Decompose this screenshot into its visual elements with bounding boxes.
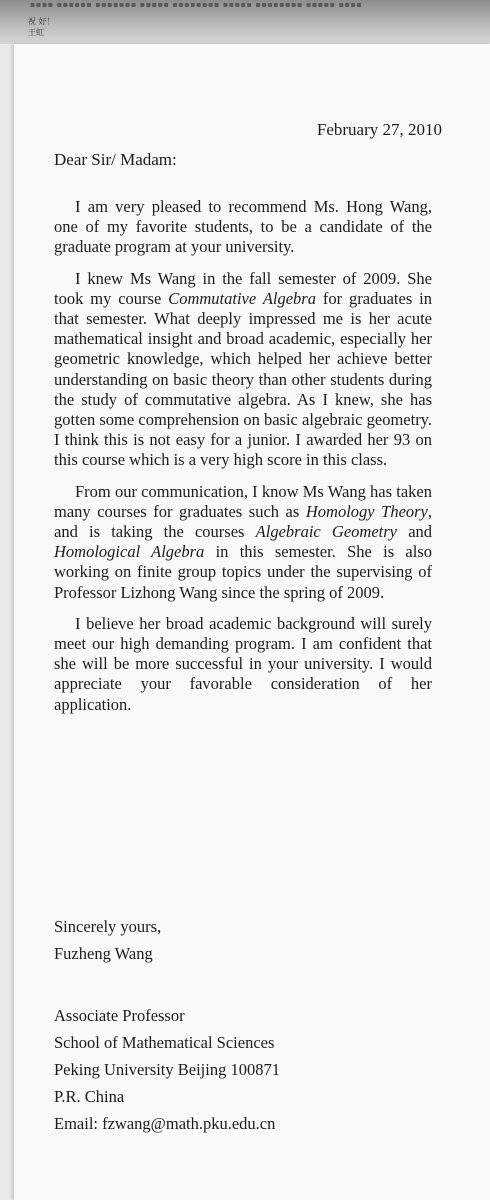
signer-address: Peking University Beijing 100871 [54, 1060, 280, 1079]
signer-title: Associate Professor [54, 1006, 185, 1025]
note-line-1: 祝 好！ [28, 17, 55, 26]
previous-page-strip [0, 0, 490, 44]
signer-details [54, 1002, 280, 1137]
signer-country: P.R. China [54, 1087, 125, 1106]
signer-email: Email: fzwang@math.pku.edu.cn [54, 1114, 276, 1133]
paragraph-2: I knew Ms Wang in the fall semester of 2009. She took my course Commutative Algebra for graduates in that semester. What deeply impressed me is her acute mathematical insight and broad academic, especially her geometric knowledge, which helped her achieve better understanding on basic theory than other students during the study of commutative algebra. As I knew, she has gotten some comprehension on basic algebraic geometry. I think this is not easy for a junior. I awarded her 93 on this course which is a very high score in this class. [54, 268, 433, 470]
signer-department: School of Mathematical Sciences [54, 1033, 275, 1052]
paragraph-1: I am very pleased to recommend Ms. Hong Wang, one of my favorite students, to be a candidate of the graduate program at your university. [54, 197, 432, 257]
salutation: Dear Sir/ Madam: [54, 150, 177, 169]
signer-name: Fuzheng Wang [54, 944, 153, 963]
course-name: Commutative Algebra [168, 288, 316, 308]
closing-block [54, 914, 161, 968]
closing-phrase: Sincerely yours, [54, 917, 162, 936]
letter-body [54, 197, 432, 726]
course-name: Homology Theory [305, 501, 428, 521]
paragraph-4: I believe her broad academic background will surely meet our high demanding program. I am confident that she will be more successful in your university. I would appreciate your favorable consideration of her application. [54, 613, 432, 714]
illegible-text-line: ▪▪▪▪ ▪▪▪▪▪▪ ▪▪▪▪▪▪▪ ▪▪▪▪▪ ▪▪▪▪▪▪▪▪ ▪▪▪▪▪ ▪▪▪▪▪▪▪▪ ▪▪▪▪▪ ▪▪▪▪ [30, 0, 363, 9]
letter-date: February 27, 2010 [316, 120, 442, 139]
course-name: Homological Algebra [54, 542, 205, 562]
paragraph-3: From our communication, I know Ms Wang has taken many courses for graduates such as Homology Theory, and is taking the courses Algebraic Geometry and Homological Algebra in this semester. She is also working on finite group topics under the supervising of Professor Lizhong Wang since the spring of 2009. [54, 481, 433, 602]
note-line-2: 王虹 [28, 28, 44, 37]
course-name: Algebraic Geometry [255, 522, 397, 542]
